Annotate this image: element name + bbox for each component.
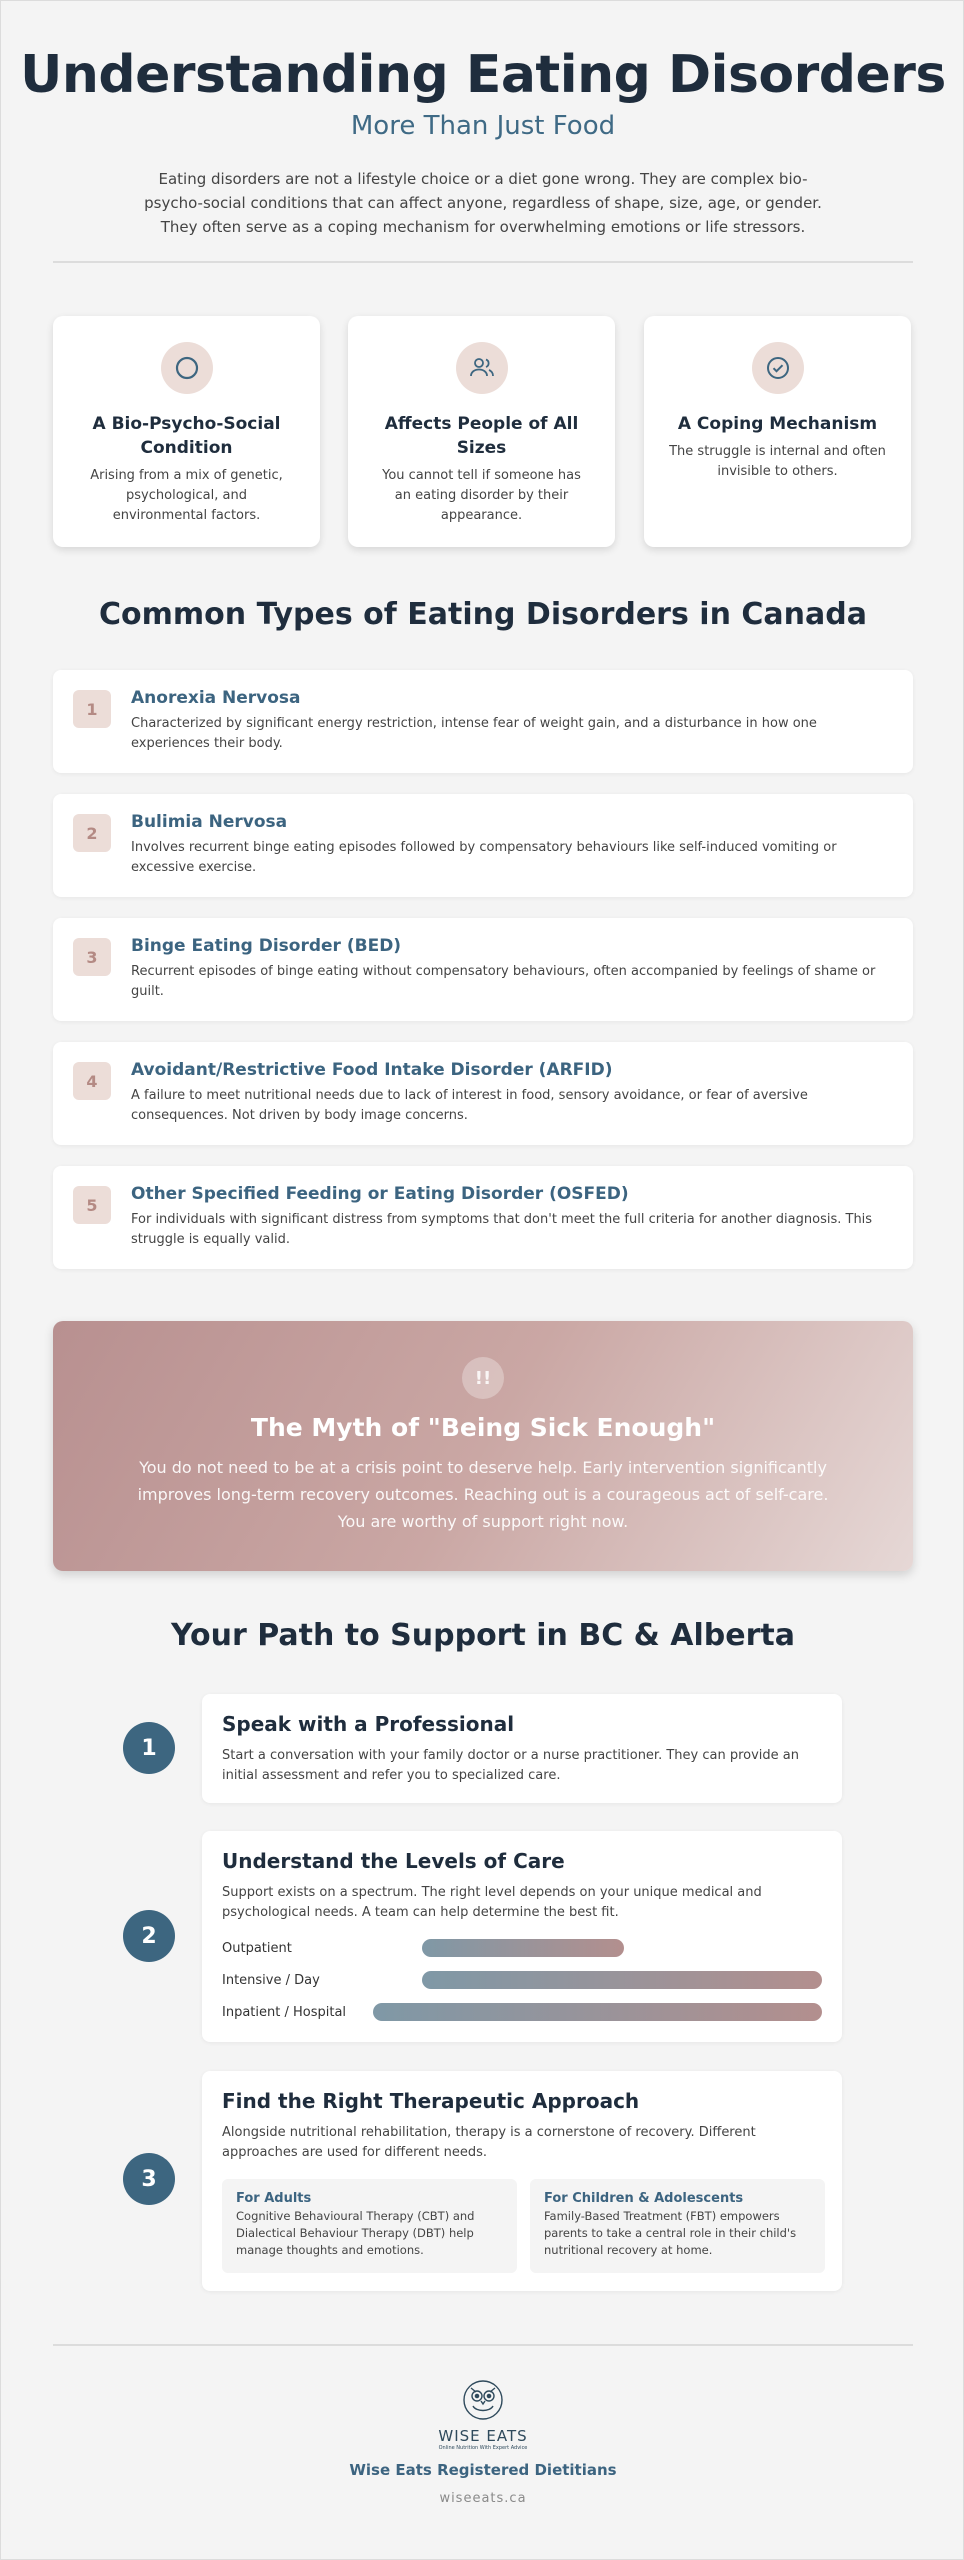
approach-box bbox=[530, 2179, 825, 2273]
approach-title: For Adults bbox=[236, 2191, 312, 2206]
approach-box bbox=[222, 2179, 517, 2273]
item-title: Avoidant/Restrictive Food Intake Disorder (ARFID) bbox=[131, 1060, 613, 1080]
care-level-row bbox=[222, 1971, 822, 1991]
list-item bbox=[53, 670, 913, 773]
circle-icon bbox=[161, 342, 213, 394]
step-text: Support exists on a spectrum. The right level depends on your unique medical and psychological needs. A team can help determine the best fit. bbox=[222, 1885, 762, 1920]
myth-text: You do not need to be at a crisis point to deserve help. Early intervention significantly improves long-term recovery outcomes. Reaching out is a courageous act of self-care. You are worthy of support right now. bbox=[137, 1458, 829, 1531]
page-title: Understanding Eating Disorders bbox=[20, 45, 946, 105]
approach-text: Family-Based Treatment (FBT) empowers parents to take a central role in their child's nutritional recovery at home. bbox=[544, 2209, 797, 2257]
step-card bbox=[202, 2071, 842, 2291]
info-card bbox=[348, 316, 615, 547]
item-number: 1 bbox=[73, 690, 111, 728]
divider bbox=[53, 2344, 913, 2346]
item-number: 2 bbox=[73, 814, 111, 852]
item-number: 5 bbox=[73, 1186, 111, 1224]
list-item bbox=[53, 1042, 913, 1145]
item-title: Bulimia Nervosa bbox=[131, 812, 288, 832]
footer-business-name: Wise Eats Registered Dietitians bbox=[349, 2461, 617, 2479]
care-level-label: Intensive / Day bbox=[222, 1973, 320, 1988]
myth-banner bbox=[53, 1321, 913, 1571]
care-level-label: Inpatient / Hospital bbox=[222, 2005, 347, 2020]
exclamation-icon: !! bbox=[462, 1357, 504, 1399]
path-section-title: Your Path to Support in BC & Alberta bbox=[171, 1618, 795, 1653]
intro-paragraph: Eating disorders are not a lifestyle choice or a diet gone wrong. They are complex bio-psycho-social conditions that can affect anyone, regardless of shape, size, age, or gender. They often serve as a coping mechanism for overwhelming emotions or life stressors. bbox=[144, 170, 822, 236]
info-card bbox=[53, 316, 320, 547]
approach-text: Cognitive Behavioural Therapy (CBT) and Dialectical Behaviour Therapy (DBT) help manage thoughts and emotions. bbox=[236, 2209, 475, 2257]
step-card bbox=[202, 1831, 842, 2042]
card-title: A Bio-Psycho-Social Condition bbox=[92, 414, 281, 458]
step-card bbox=[202, 1694, 842, 1803]
item-number: 4 bbox=[73, 1062, 111, 1100]
people-icon bbox=[456, 342, 508, 394]
care-level-row bbox=[222, 1939, 822, 1959]
item-title: Other Specified Feeding or Eating Disorder (OSFED) bbox=[131, 1184, 629, 1204]
approach-title: For Children & Adolescents bbox=[544, 2191, 744, 2206]
owl-icon bbox=[461, 2379, 505, 2421]
item-title: Binge Eating Disorder (BED) bbox=[131, 936, 402, 956]
types-section-title: Common Types of Eating Disorders in Canada bbox=[99, 597, 867, 632]
step-text: Alongside nutritional rehabilitation, therapy is a cornerstone of recovery. Different approaches are used for different needs. bbox=[222, 2125, 756, 2160]
list-item bbox=[53, 1166, 913, 1269]
card-title: Affects People of All Sizes bbox=[384, 414, 579, 458]
list-item bbox=[53, 794, 913, 897]
step-number: 1 bbox=[123, 1722, 175, 1774]
page-subtitle: More Than Just Food bbox=[350, 111, 616, 141]
card-text: You cannot tell if someone has an eating disorder by their appearance. bbox=[382, 468, 581, 523]
step-title: Find the Right Therapeutic Approach bbox=[222, 2089, 640, 2113]
card-title: A Coping Mechanism bbox=[677, 414, 878, 434]
item-number: 3 bbox=[73, 938, 111, 976]
step-number: 2 bbox=[123, 1910, 175, 1962]
care-level-row bbox=[222, 2003, 822, 2023]
care-level-bar bbox=[373, 2003, 822, 2021]
card-text: Arising from a mix of genetic, psychological, and environmental factors. bbox=[90, 468, 283, 523]
step-title: Speak with a Professional bbox=[222, 1712, 515, 1736]
item-description: Recurrent episodes of binge eating without compensatory behaviours, often accompanied by feelings of shame or guilt. bbox=[131, 964, 876, 999]
footer-url-link[interactable]: wiseeats.ca bbox=[439, 2491, 527, 2506]
step-title: Understand the Levels of Care bbox=[222, 1849, 565, 1873]
list-item bbox=[53, 918, 913, 1021]
myth-title: The Myth of "Being Sick Enough" bbox=[250, 1413, 716, 1442]
logo-text: WISE EATS bbox=[438, 2427, 528, 2445]
step-text: Start a conversation with your family doctor or a nurse practitioner. They can provide an initial assessment and refer you to specialized care. bbox=[222, 1748, 799, 1783]
divider bbox=[53, 261, 913, 263]
info-card bbox=[644, 316, 911, 547]
item-description: Characterized by significant energy restriction, intense fear of weight gain, and a disturbance in how one experiences their body. bbox=[131, 716, 817, 751]
item-description: Involves recurrent binge eating episodes followed by compensatory behaviours like self-induced vomiting or excessive exercise. bbox=[131, 840, 837, 875]
item-title: Anorexia Nervosa bbox=[131, 688, 301, 708]
item-description: A failure to meet nutritional needs due to lack of interest in food, sensory avoidance, or fear of aversive consequences. Not driven by body image concerns. bbox=[131, 1088, 808, 1123]
step-number: 3 bbox=[123, 2153, 175, 2205]
item-description: For individuals with significant distress from symptoms that don't meet the full criteria for another diagnosis. This struggle is equally valid. bbox=[131, 1212, 873, 1247]
care-level-bar bbox=[422, 1939, 624, 1957]
card-text: The struggle is internal and often invisible to others. bbox=[669, 444, 886, 479]
brand-logo bbox=[433, 2379, 533, 2451]
care-level-bar bbox=[422, 1971, 822, 1989]
check-circle-icon bbox=[752, 342, 804, 394]
logo-tagline: Online Nutrition With Expert Advice bbox=[438, 2445, 528, 2451]
care-level-label: Outpatient bbox=[222, 1941, 292, 1956]
